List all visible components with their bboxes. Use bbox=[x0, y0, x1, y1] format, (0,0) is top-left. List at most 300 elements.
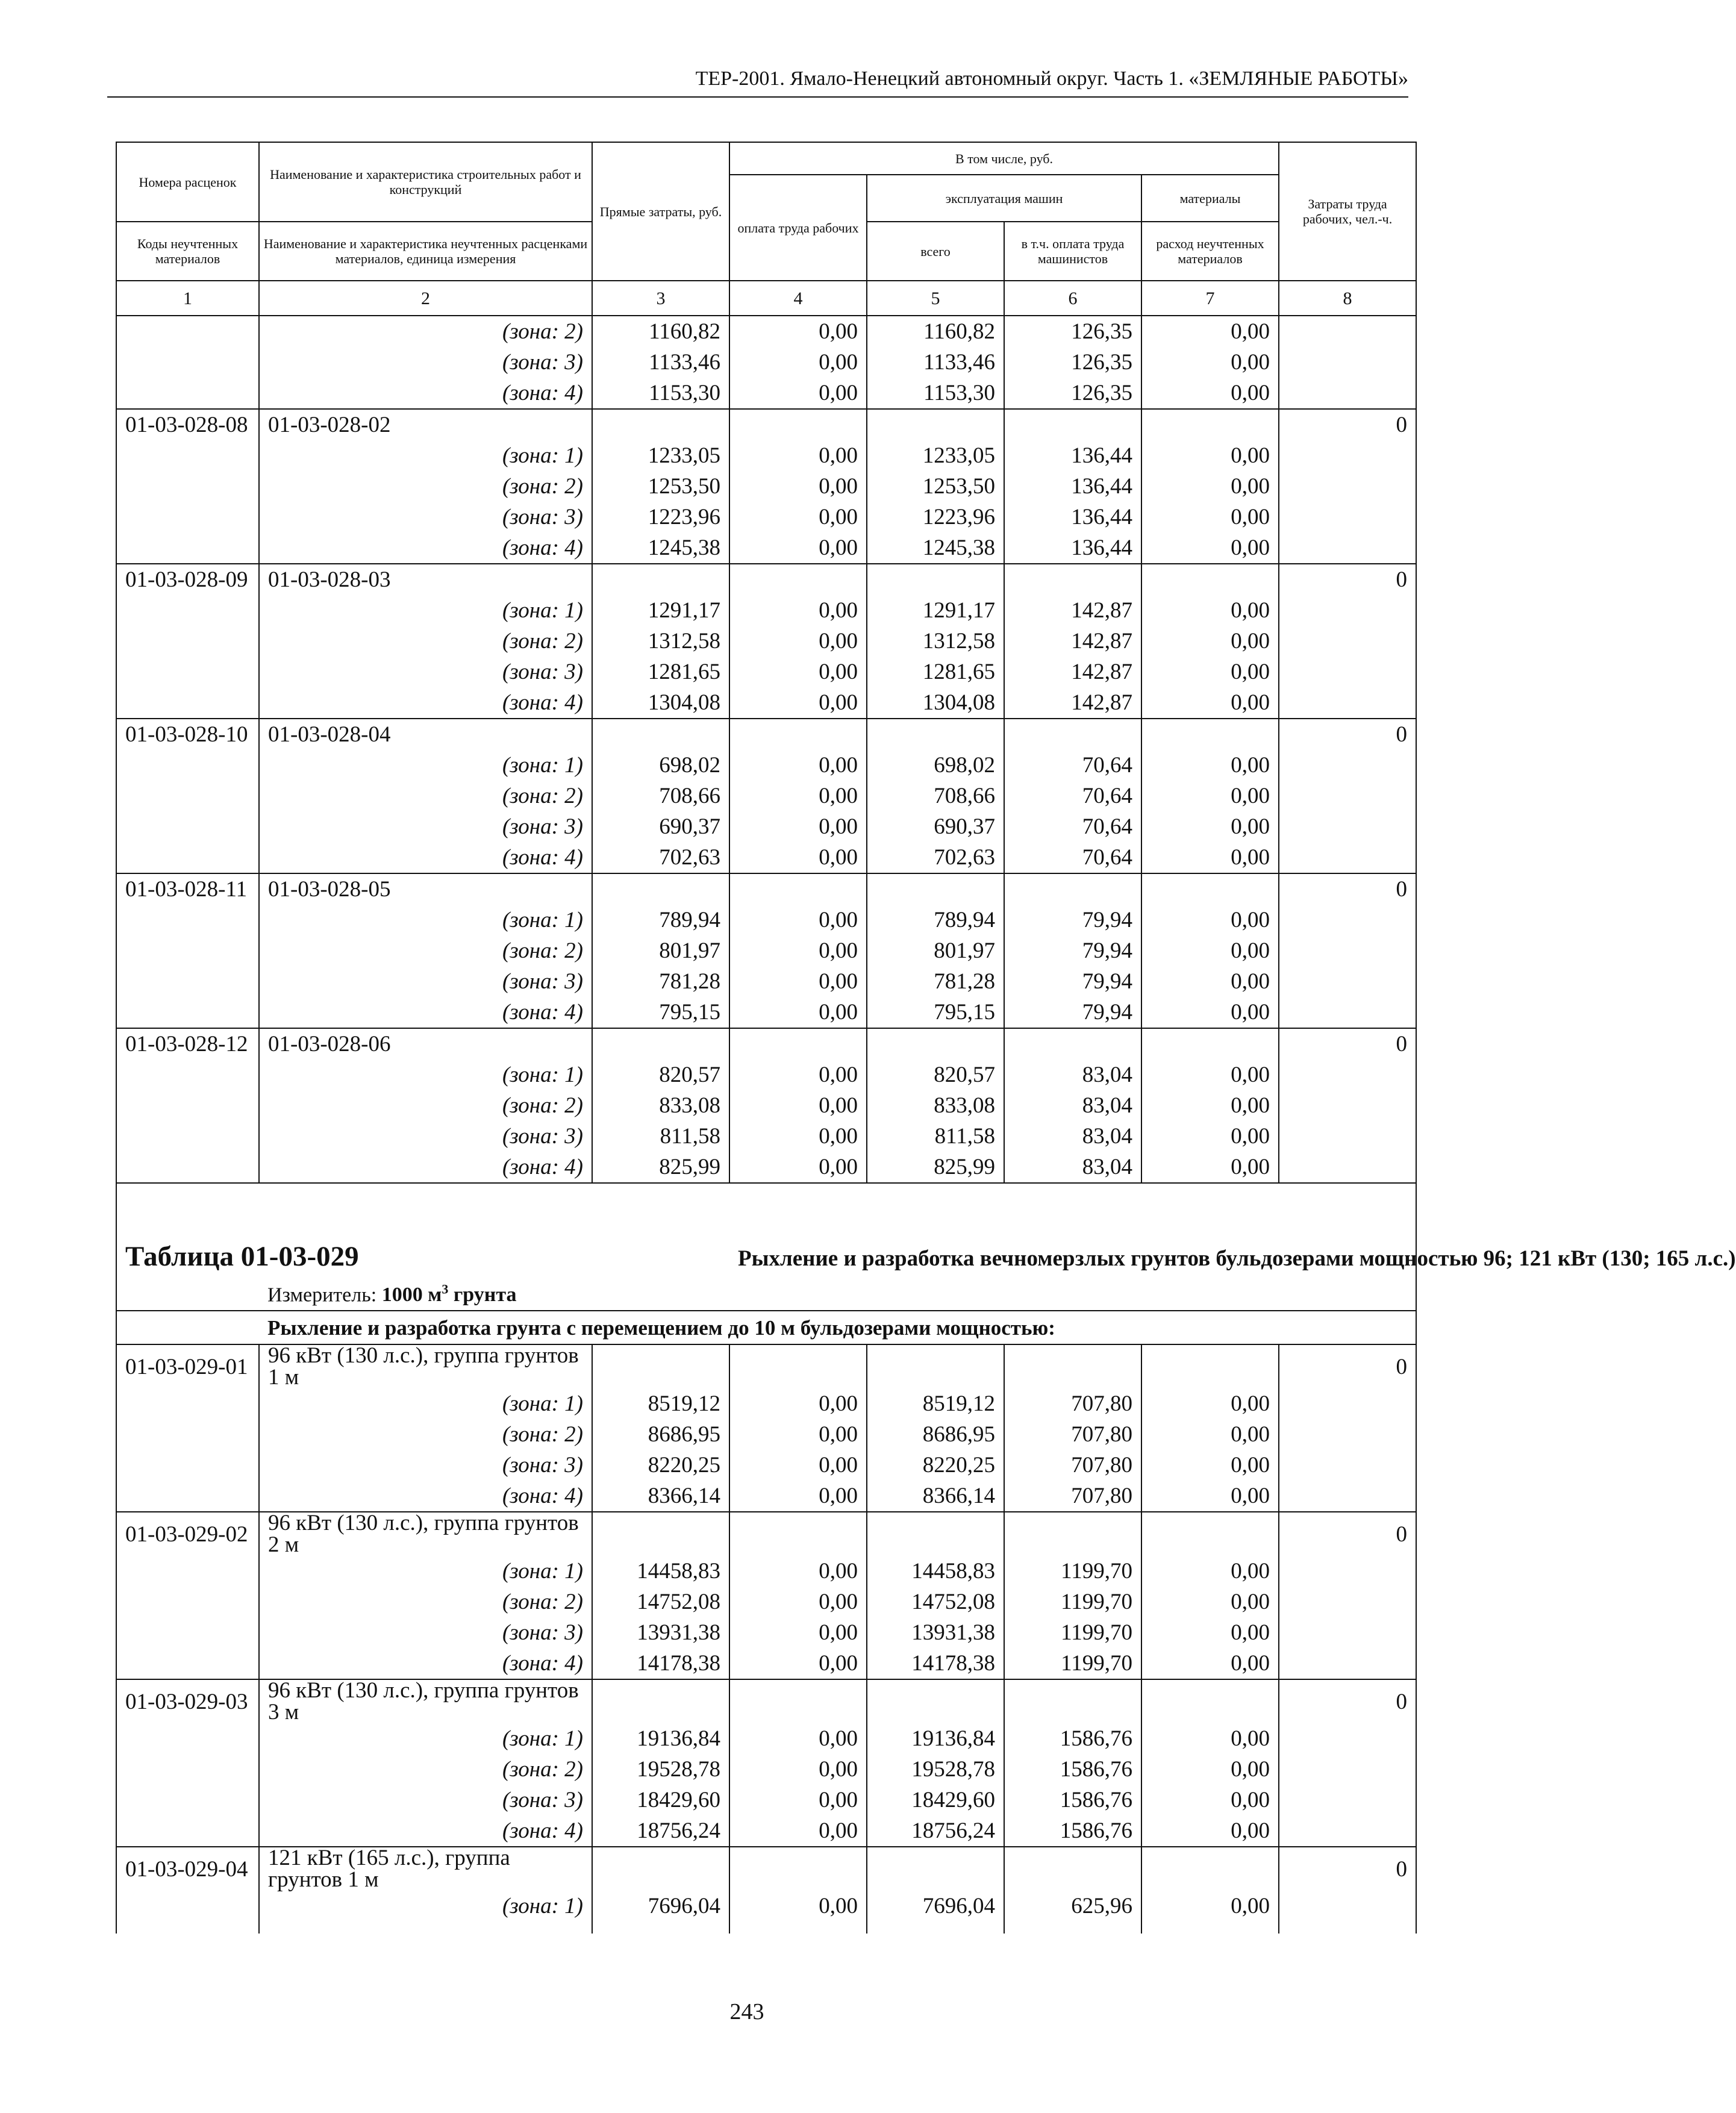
machines-total-value: 795,15 bbox=[867, 997, 1004, 1028]
zone-label: (зона: 3) bbox=[259, 657, 592, 687]
materials-value: 0,00 bbox=[1141, 1815, 1279, 1847]
table-row bbox=[116, 1152, 1416, 1183]
empty-cell bbox=[1141, 564, 1279, 595]
machines-total-value: 13931,38 bbox=[867, 1617, 1004, 1648]
materials-value: 0,00 bbox=[1141, 842, 1279, 873]
empty-code-cell bbox=[116, 316, 259, 347]
driver-wages-value: 142,87 bbox=[1004, 626, 1141, 657]
labour-value: 0 bbox=[1279, 873, 1416, 905]
empty-code-cell bbox=[116, 440, 259, 471]
wages-value: 0,00 bbox=[729, 440, 867, 471]
empty-code-cell bbox=[116, 502, 259, 532]
driver-wages-value: 1586,76 bbox=[1004, 1785, 1141, 1815]
wages-value: 0,00 bbox=[729, 1587, 867, 1617]
materials-value: 0,00 bbox=[1141, 440, 1279, 471]
empty-code-cell bbox=[116, 842, 259, 873]
wages-value: 0,00 bbox=[729, 1754, 867, 1785]
labour-value: 0 bbox=[1279, 719, 1416, 750]
wages-value: 0,00 bbox=[729, 1891, 867, 1921]
machines-total-value: 19528,78 bbox=[867, 1754, 1004, 1785]
driver-wages-value: 79,94 bbox=[1004, 935, 1141, 966]
empty-code-cell bbox=[116, 1152, 259, 1183]
labour-value-empty bbox=[1279, 750, 1416, 781]
materials-value: 0,00 bbox=[1141, 1419, 1279, 1450]
rate-group-row bbox=[116, 409, 1416, 440]
labour-value-empty bbox=[1279, 347, 1416, 378]
empty-code-cell bbox=[116, 1617, 259, 1648]
labour-value-empty bbox=[1279, 1648, 1416, 1679]
direct-costs-value: 833,08 bbox=[592, 1090, 729, 1121]
direct-costs-value: 1245,38 bbox=[592, 532, 729, 564]
zone-label: (зона: 3) bbox=[259, 1450, 592, 1481]
empty-code-cell bbox=[116, 935, 259, 966]
empty-code-cell bbox=[116, 1121, 259, 1152]
driver-wages-value: 707,80 bbox=[1004, 1450, 1141, 1481]
empty-cell bbox=[867, 1344, 1004, 1388]
header-direct-costs: Прямые затраты, руб. bbox=[592, 142, 729, 281]
materials-value: 0,00 bbox=[1141, 1481, 1279, 1512]
empty-cell bbox=[1004, 1344, 1141, 1388]
driver-wages-value: 1199,70 bbox=[1004, 1617, 1141, 1648]
empty-cell bbox=[867, 564, 1004, 595]
empty-code-cell bbox=[116, 811, 259, 842]
empty-cell bbox=[1004, 1028, 1141, 1060]
empty-code-cell bbox=[116, 1785, 259, 1815]
table-row bbox=[116, 1723, 1416, 1754]
empty-code-cell bbox=[116, 626, 259, 657]
measure-unit-name: грунта bbox=[453, 1284, 517, 1306]
table-row bbox=[116, 1090, 1416, 1121]
rate-reference: 01-03-028-02 bbox=[259, 409, 592, 440]
labour-value-empty bbox=[1279, 1450, 1416, 1481]
rate-group-row bbox=[116, 1512, 1416, 1556]
machines-total-value: 1291,17 bbox=[867, 595, 1004, 626]
machines-total-value: 14752,08 bbox=[867, 1587, 1004, 1617]
direct-costs-value: 708,66 bbox=[592, 781, 729, 811]
empty-cell bbox=[729, 409, 867, 440]
empty-code-cell bbox=[116, 1815, 259, 1847]
labour-value-empty bbox=[1279, 1090, 1416, 1121]
table-row bbox=[116, 1121, 1416, 1152]
zone-label: (зона: 4) bbox=[259, 1481, 592, 1512]
direct-costs-value: 14458,83 bbox=[592, 1556, 729, 1587]
direct-costs-value: 702,63 bbox=[592, 842, 729, 873]
wages-value: 0,00 bbox=[729, 532, 867, 564]
rate-groups-029 bbox=[116, 1344, 1416, 1921]
direct-costs-value: 18429,60 bbox=[592, 1785, 729, 1815]
zone-label: (зона: 1) bbox=[259, 1388, 592, 1419]
zone-label: (зона: 3) bbox=[259, 1617, 592, 1648]
machines-total-value: 1133,46 bbox=[867, 347, 1004, 378]
labour-value-empty bbox=[1279, 316, 1416, 347]
driver-wages-value: 136,44 bbox=[1004, 440, 1141, 471]
header-labour: Затраты труда рабочих, чел.-ч. bbox=[1279, 142, 1416, 281]
table-row bbox=[116, 1891, 1416, 1921]
direct-costs-value: 820,57 bbox=[592, 1060, 729, 1090]
rate-reference: 01-03-028-06 bbox=[259, 1028, 592, 1060]
driver-wages-value: 83,04 bbox=[1004, 1121, 1141, 1152]
wages-value: 0,00 bbox=[729, 626, 867, 657]
direct-costs-value: 781,28 bbox=[592, 966, 729, 997]
labour-value-empty bbox=[1279, 471, 1416, 502]
column-number: 4 bbox=[729, 281, 867, 316]
driver-wages-value: 707,80 bbox=[1004, 1419, 1141, 1450]
labour-value-empty bbox=[1279, 966, 1416, 997]
rate-code: 01-03-029-01 bbox=[116, 1344, 259, 1388]
table-row bbox=[116, 1754, 1416, 1785]
driver-wages-value: 70,64 bbox=[1004, 811, 1141, 842]
rate-group-row bbox=[116, 564, 1416, 595]
wages-value: 0,00 bbox=[729, 657, 867, 687]
table-row bbox=[116, 966, 1416, 997]
empty-code-cell bbox=[116, 750, 259, 781]
direct-costs-value: 13931,38 bbox=[592, 1617, 729, 1648]
zone-label: (зона: 4) bbox=[259, 842, 592, 873]
empty-cell bbox=[729, 564, 867, 595]
machines-total-value: 801,97 bbox=[867, 935, 1004, 966]
empty-cell bbox=[592, 1028, 729, 1060]
zone-label: (зона: 1) bbox=[259, 905, 592, 935]
driver-wages-value: 1586,76 bbox=[1004, 1754, 1141, 1785]
zone-label: (зона: 4) bbox=[259, 1648, 592, 1679]
machines-total-value: 690,37 bbox=[867, 811, 1004, 842]
materials-value: 0,00 bbox=[1141, 1648, 1279, 1679]
empty-cell bbox=[1141, 1028, 1279, 1060]
driver-wages-value: 79,94 bbox=[1004, 905, 1141, 935]
materials-value: 0,00 bbox=[1141, 378, 1279, 409]
wages-value: 0,00 bbox=[729, 1419, 867, 1450]
column-number: 8 bbox=[1279, 281, 1416, 316]
empty-cell bbox=[592, 1847, 729, 1891]
table-row bbox=[116, 1556, 1416, 1587]
empty-cell bbox=[867, 1679, 1004, 1723]
empty-cell bbox=[1004, 873, 1141, 905]
machines-total-value: 833,08 bbox=[867, 1090, 1004, 1121]
materials-value: 0,00 bbox=[1141, 781, 1279, 811]
empty-cell bbox=[729, 873, 867, 905]
labour-value-empty bbox=[1279, 811, 1416, 842]
materials-value: 0,00 bbox=[1141, 1587, 1279, 1617]
wages-value: 0,00 bbox=[729, 378, 867, 409]
zone-label: (зона: 3) bbox=[259, 502, 592, 532]
header-codes-bottom: Коды неучтенных материалов bbox=[116, 222, 259, 281]
empty-cell bbox=[1141, 873, 1279, 905]
empty-cell bbox=[867, 1028, 1004, 1060]
machines-total-value: 14178,38 bbox=[867, 1648, 1004, 1679]
column-number: 1 bbox=[116, 281, 259, 316]
labour-value: 0 bbox=[1279, 1028, 1416, 1060]
machines-total-value: 1304,08 bbox=[867, 687, 1004, 719]
empty-code-cell bbox=[116, 997, 259, 1028]
rate-group-row bbox=[116, 873, 1416, 905]
labour-value-empty bbox=[1279, 842, 1416, 873]
wages-value: 0,00 bbox=[729, 811, 867, 842]
header-wages: оплата труда рабочих bbox=[729, 175, 867, 281]
table-row bbox=[116, 626, 1416, 657]
table-row bbox=[116, 905, 1416, 935]
wages-value: 0,00 bbox=[729, 1450, 867, 1481]
labour-value-empty bbox=[1279, 997, 1416, 1028]
section-subheading: Рыхление и разработка грунта с перемещением до 10 м бульдозерами мощностью: bbox=[259, 1311, 1416, 1344]
zone-label: (зона: 1) bbox=[259, 750, 592, 781]
machines-total-value: 14458,83 bbox=[867, 1556, 1004, 1587]
machines-total-value: 18429,60 bbox=[867, 1785, 1004, 1815]
materials-value: 0,00 bbox=[1141, 316, 1279, 347]
measure-value: 1000 м bbox=[381, 1284, 442, 1306]
machines-total-value: 1153,30 bbox=[867, 378, 1004, 409]
rate-groups-028 bbox=[116, 409, 1416, 1183]
empty-code-cell bbox=[116, 1556, 259, 1587]
table-number: Таблица 01-03-029 bbox=[125, 1241, 359, 1272]
driver-wages-value: 126,35 bbox=[1004, 378, 1141, 409]
zone-label: (зона: 3) bbox=[259, 347, 592, 378]
labour-value-empty bbox=[1279, 1815, 1416, 1847]
table-row bbox=[116, 1450, 1416, 1481]
materials-value: 0,00 bbox=[1141, 1450, 1279, 1481]
empty-cell bbox=[592, 564, 729, 595]
machines-total-value: 1245,38 bbox=[867, 532, 1004, 564]
labour-value: 0 bbox=[1279, 1847, 1416, 1891]
table-row bbox=[116, 471, 1416, 502]
driver-wages-value: 1586,76 bbox=[1004, 1815, 1141, 1847]
driver-wages-value: 79,94 bbox=[1004, 997, 1141, 1028]
driver-wages-value: 126,35 bbox=[1004, 347, 1141, 378]
materials-value: 0,00 bbox=[1141, 687, 1279, 719]
materials-value: 0,00 bbox=[1141, 905, 1279, 935]
work-description: 96 кВт (130 л.с.), группа грунтов 1 м bbox=[259, 1344, 592, 1388]
labour-value-empty bbox=[1279, 440, 1416, 471]
materials-value: 0,00 bbox=[1141, 750, 1279, 781]
materials-value: 0,00 bbox=[1141, 1388, 1279, 1419]
empty-code-cell bbox=[116, 966, 259, 997]
empty-cell bbox=[867, 409, 1004, 440]
table-row bbox=[116, 532, 1416, 564]
empty-code-cell bbox=[116, 378, 259, 409]
zone-label: (зона: 2) bbox=[259, 1090, 592, 1121]
labour-value-empty bbox=[1279, 626, 1416, 657]
empty-cell bbox=[592, 1512, 729, 1556]
direct-costs-value: 1253,50 bbox=[592, 471, 729, 502]
wages-value: 0,00 bbox=[729, 1815, 867, 1847]
labour-value-empty bbox=[1279, 1891, 1416, 1921]
zone-label: (зона: 2) bbox=[259, 781, 592, 811]
rate-group-row bbox=[116, 719, 1416, 750]
driver-wages-value: 136,44 bbox=[1004, 532, 1141, 564]
empty-cell bbox=[1004, 1847, 1141, 1891]
wages-value: 0,00 bbox=[729, 1152, 867, 1183]
rate-code: 01-03-028-11 bbox=[116, 873, 259, 905]
labour-value-empty bbox=[1279, 1556, 1416, 1587]
table-row bbox=[116, 378, 1416, 409]
table-row bbox=[116, 1617, 1416, 1648]
zone-label: (зона: 1) bbox=[259, 1060, 592, 1090]
wages-value: 0,00 bbox=[729, 842, 867, 873]
zone-label: (зона: 3) bbox=[259, 1121, 592, 1152]
wages-value: 0,00 bbox=[729, 1481, 867, 1512]
driver-wages-value: 70,64 bbox=[1004, 750, 1141, 781]
driver-wages-value: 70,64 bbox=[1004, 781, 1141, 811]
labour-value-empty bbox=[1279, 657, 1416, 687]
direct-costs-value: 1233,05 bbox=[592, 440, 729, 471]
machines-total-value: 1233,05 bbox=[867, 440, 1004, 471]
zone-label: (зона: 1) bbox=[259, 1723, 592, 1754]
direct-costs-value: 1223,96 bbox=[592, 502, 729, 532]
empty-cell bbox=[1141, 409, 1279, 440]
driver-wages-value: 1586,76 bbox=[1004, 1723, 1141, 1754]
page-number: 243 bbox=[729, 1999, 764, 2024]
driver-wages-value: 1199,70 bbox=[1004, 1648, 1141, 1679]
wages-value: 0,00 bbox=[729, 1556, 867, 1587]
rate-code: 01-03-028-09 bbox=[116, 564, 259, 595]
labour-value-empty bbox=[1279, 1754, 1416, 1785]
wages-value: 0,00 bbox=[729, 1121, 867, 1152]
rate-group-row bbox=[116, 1028, 1416, 1060]
zone-label: (зона: 2) bbox=[259, 471, 592, 502]
table-row bbox=[116, 1648, 1416, 1679]
driver-wages-value: 1199,70 bbox=[1004, 1556, 1141, 1587]
wages-value: 0,00 bbox=[729, 781, 867, 811]
zone-label: (зона: 3) bbox=[259, 1785, 592, 1815]
rate-reference: 01-03-028-05 bbox=[259, 873, 592, 905]
wages-value: 0,00 bbox=[729, 966, 867, 997]
materials-value: 0,00 bbox=[1141, 347, 1279, 378]
zone-label: (зона: 4) bbox=[259, 1815, 592, 1847]
direct-costs-value: 825,99 bbox=[592, 1152, 729, 1183]
labour-value-empty bbox=[1279, 1121, 1416, 1152]
materials-value: 0,00 bbox=[1141, 966, 1279, 997]
machines-total-value: 18756,24 bbox=[867, 1815, 1004, 1847]
empty-cell bbox=[1141, 1847, 1279, 1891]
empty-cell bbox=[729, 1847, 867, 1891]
direct-costs-value: 8220,25 bbox=[592, 1450, 729, 1481]
table-row bbox=[116, 1815, 1416, 1847]
empty-code-cell bbox=[116, 1090, 259, 1121]
empty-code-cell bbox=[116, 1060, 259, 1090]
materials-value: 0,00 bbox=[1141, 595, 1279, 626]
table-row bbox=[116, 502, 1416, 532]
direct-costs-value: 14752,08 bbox=[592, 1587, 729, 1617]
machines-total-value: 789,94 bbox=[867, 905, 1004, 935]
driver-wages-value: 83,04 bbox=[1004, 1090, 1141, 1121]
direct-costs-value: 8686,95 bbox=[592, 1419, 729, 1450]
empty-code-cell bbox=[116, 1754, 259, 1785]
empty-cell bbox=[867, 1512, 1004, 1556]
materials-value: 0,00 bbox=[1141, 502, 1279, 532]
wages-value: 0,00 bbox=[729, 1617, 867, 1648]
rate-code: 01-03-028-12 bbox=[116, 1028, 259, 1060]
materials-value: 0,00 bbox=[1141, 997, 1279, 1028]
empty-code-cell bbox=[116, 595, 259, 626]
empty-cell bbox=[729, 1028, 867, 1060]
empty-code-cell bbox=[116, 1450, 259, 1481]
empty-code-cell bbox=[116, 657, 259, 687]
table-row bbox=[116, 1785, 1416, 1815]
header-rule bbox=[107, 96, 1408, 98]
empty-code-cell bbox=[116, 1891, 259, 1921]
direct-costs-value: 1291,17 bbox=[592, 595, 729, 626]
column-number: 2 bbox=[259, 281, 592, 316]
wages-value: 0,00 bbox=[729, 502, 867, 532]
labour-value-empty bbox=[1279, 1723, 1416, 1754]
empty-code-cell bbox=[116, 687, 259, 719]
machines-total-value: 8686,95 bbox=[867, 1419, 1004, 1450]
zone-label: (зона: 2) bbox=[259, 1754, 592, 1785]
column-number: 6 bbox=[1004, 281, 1141, 316]
materials-value: 0,00 bbox=[1141, 1556, 1279, 1587]
empty-code-cell bbox=[116, 1419, 259, 1450]
direct-costs-value: 19528,78 bbox=[592, 1754, 729, 1785]
rate-group-row bbox=[116, 1847, 1416, 1891]
driver-wages-value: 83,04 bbox=[1004, 1152, 1141, 1183]
labour-value-empty bbox=[1279, 1388, 1416, 1419]
rate-code: 01-03-028-10 bbox=[116, 719, 259, 750]
empty-cell bbox=[729, 1679, 867, 1723]
driver-wages-value: 79,94 bbox=[1004, 966, 1141, 997]
empty-cell bbox=[729, 1344, 867, 1388]
labour-value-empty bbox=[1279, 378, 1416, 409]
direct-costs-value: 811,58 bbox=[592, 1121, 729, 1152]
table-header bbox=[116, 142, 1416, 316]
rate-reference: 01-03-028-04 bbox=[259, 719, 592, 750]
empty-code-cell bbox=[116, 1388, 259, 1419]
empty-cell bbox=[592, 1679, 729, 1723]
machines-total-value: 825,99 bbox=[867, 1152, 1004, 1183]
table-row bbox=[116, 687, 1416, 719]
zone-label: (зона: 2) bbox=[259, 316, 592, 347]
driver-wages-value: 70,64 bbox=[1004, 842, 1141, 873]
table-row bbox=[116, 440, 1416, 471]
header-machines: эксплуатация машин bbox=[867, 175, 1141, 222]
wages-value: 0,00 bbox=[729, 1785, 867, 1815]
table-row bbox=[116, 1388, 1416, 1419]
zone-label: (зона: 1) bbox=[259, 1891, 592, 1921]
machines-total-value: 820,57 bbox=[867, 1060, 1004, 1090]
measure-label: Измеритель: bbox=[267, 1284, 377, 1306]
rate-code: 01-03-029-02 bbox=[116, 1512, 259, 1556]
direct-costs-value: 18756,24 bbox=[592, 1815, 729, 1847]
labour-value-empty bbox=[1279, 1152, 1416, 1183]
table-row bbox=[116, 935, 1416, 966]
machines-total-value: 1312,58 bbox=[867, 626, 1004, 657]
materials-value: 0,00 bbox=[1141, 657, 1279, 687]
wages-value: 0,00 bbox=[729, 347, 867, 378]
header-materials: материалы bbox=[1141, 175, 1279, 222]
running-header: ТЕР-2001. Ямало-Ненецкий автономный округ. Часть 1. «ЗЕМЛЯНЫЕ РАБОТЫ» bbox=[695, 67, 1408, 90]
table-tail bbox=[116, 1921, 1416, 1934]
empty-code-cell bbox=[116, 532, 259, 564]
materials-value: 0,00 bbox=[1141, 1090, 1279, 1121]
wages-value: 0,00 bbox=[729, 1723, 867, 1754]
column-number: 5 bbox=[867, 281, 1004, 316]
empty-code-cell bbox=[116, 1587, 259, 1617]
driver-wages-value: 136,44 bbox=[1004, 471, 1141, 502]
empty-cell bbox=[867, 719, 1004, 750]
machines-total-value: 8519,12 bbox=[867, 1388, 1004, 1419]
empty-cell bbox=[1004, 1512, 1141, 1556]
direct-costs-value: 1304,08 bbox=[592, 687, 729, 719]
rate-table bbox=[116, 142, 1736, 1934]
empty-code-cell bbox=[116, 905, 259, 935]
table-row bbox=[116, 1419, 1416, 1450]
empty-code-cell bbox=[116, 1481, 259, 1512]
zone-label: (зона: 2) bbox=[259, 626, 592, 657]
labour-value-empty bbox=[1279, 1785, 1416, 1815]
zone-label: (зона: 3) bbox=[259, 966, 592, 997]
zone-label: (зона: 4) bbox=[259, 687, 592, 719]
table-row bbox=[116, 1060, 1416, 1090]
zone-label: (зона: 4) bbox=[259, 1152, 592, 1183]
machines-total-value: 708,66 bbox=[867, 781, 1004, 811]
